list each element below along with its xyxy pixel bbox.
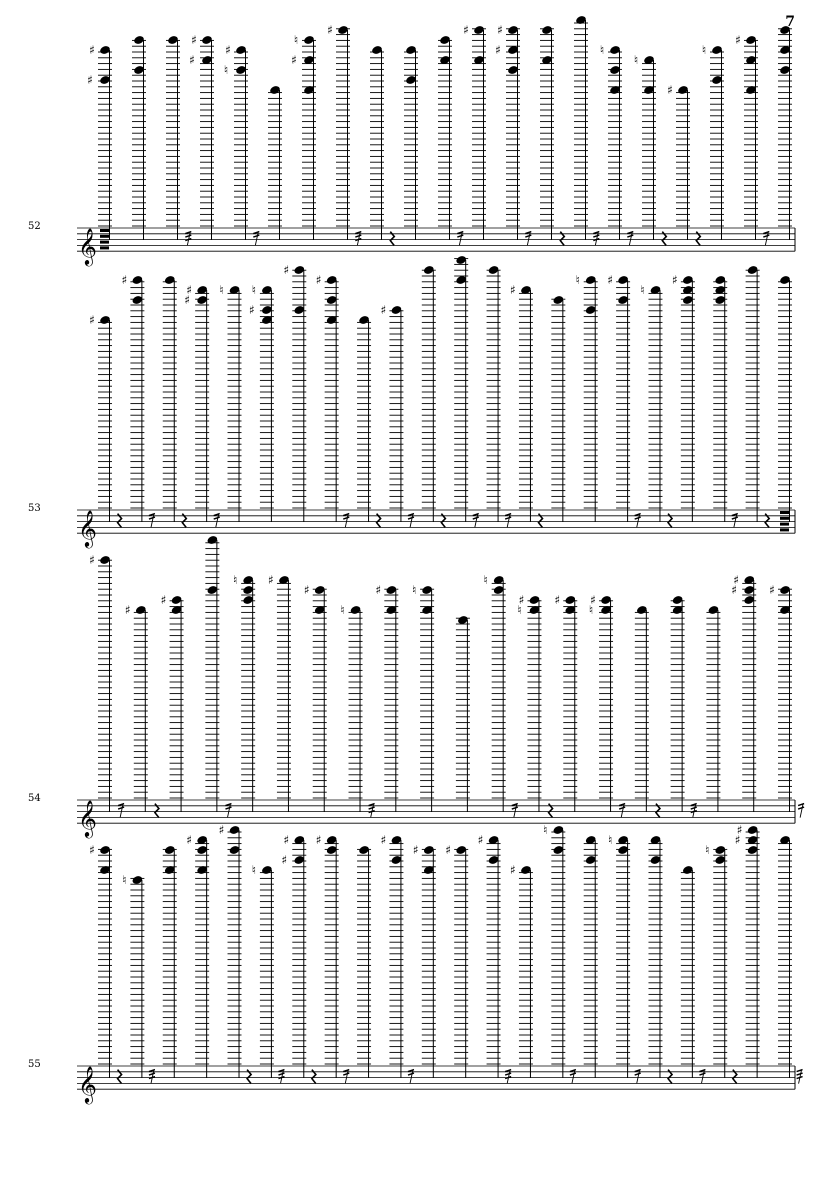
sharp-icon: ♯ (291, 53, 297, 67)
sharp-icon: ♯ (510, 863, 516, 877)
sharp-icon: ♯ (733, 573, 740, 587)
chord (375, 583, 398, 812)
sharp-icon: ♯ (375, 583, 382, 597)
sharp-icon: ♯ (186, 833, 193, 847)
rest-block-icon (780, 528, 789, 531)
chord (778, 25, 792, 240)
chord (454, 255, 479, 528)
flag-icon (635, 1073, 641, 1075)
chord (702, 43, 724, 240)
sharp-icon: ♯ (268, 573, 274, 587)
chord (584, 835, 598, 1078)
sharp-icon: ♯ (186, 283, 193, 297)
rest-stem (800, 804, 803, 818)
chord (706, 605, 720, 812)
flag-icon (278, 1073, 284, 1075)
chord (412, 583, 434, 812)
page-number: 7 (785, 14, 795, 30)
chord (422, 265, 446, 528)
chord (735, 823, 760, 1078)
chord (495, 23, 531, 246)
sharp-icon: ♯ (327, 23, 333, 37)
flag-icon (408, 1073, 414, 1075)
chord (166, 35, 191, 246)
chord (554, 593, 577, 812)
rest-block-icon (100, 235, 109, 238)
chord (671, 595, 697, 818)
measure-number: 54 (28, 793, 41, 804)
chord (600, 43, 633, 246)
flag-icon (797, 1073, 803, 1075)
chord (89, 313, 121, 528)
chord (121, 273, 154, 528)
sharp-icon: ♯ (189, 53, 195, 67)
natural-icon: ♮ (640, 283, 645, 297)
measure-number: 53 (28, 503, 41, 514)
chord (517, 593, 552, 818)
chord (769, 583, 804, 818)
system-54 (28, 535, 804, 838)
treble-clef-icon: 𝄞 (78, 1065, 97, 1104)
chord (487, 265, 512, 528)
chord (87, 43, 112, 249)
flag-icon (763, 235, 769, 237)
natural-icon: ♮ (251, 863, 257, 877)
chord (731, 573, 756, 812)
flag-icon (593, 235, 599, 237)
natural-icon: ♮ (483, 573, 488, 587)
sharp-icon: ♯ (554, 593, 561, 607)
sharp-icon: ♯ (89, 313, 95, 327)
chord (634, 53, 666, 246)
chord (357, 845, 371, 1078)
rest-block-icon (100, 229, 109, 232)
chord (370, 45, 394, 246)
sharp-icon: ♯ (315, 273, 322, 287)
sharp-icon: ♯ (495, 43, 501, 57)
chord (713, 275, 738, 528)
sharp-icon: ♯ (218, 823, 225, 837)
sharp-icon: ♯ (518, 593, 525, 607)
sharp-icon: ♯ (160, 593, 167, 607)
sharp-icon: ♯ (315, 833, 322, 847)
chord (648, 835, 672, 1084)
natural-icon: ♮ (251, 283, 257, 297)
flag-icon (512, 807, 518, 809)
chord (357, 315, 381, 528)
sharp-icon: ♯ (89, 43, 95, 57)
sharp-icon: ♯ (87, 73, 93, 87)
chord (327, 23, 361, 246)
sharp-icon: ♯ (497, 23, 503, 37)
chord (438, 35, 463, 246)
flag-icon (505, 1073, 511, 1075)
chord (186, 833, 209, 1078)
natural-icon: ♮ (122, 873, 127, 887)
treble-clef-icon: 𝄞 (78, 799, 97, 838)
sharp-icon: ♯ (735, 33, 741, 47)
flag-icon (253, 235, 259, 237)
flag-icon (473, 517, 479, 519)
sharp-icon: ♯ (607, 273, 614, 287)
sharp-icon: ♯ (121, 273, 128, 287)
flag-icon (408, 517, 414, 519)
flag-icon (149, 1073, 155, 1075)
flag-icon (525, 235, 531, 237)
natural-icon: ♮ (633, 53, 639, 67)
chord (252, 863, 285, 1084)
chord (340, 603, 374, 818)
sharp-icon: ♯ (380, 833, 387, 847)
flag-icon (699, 1073, 705, 1075)
chord (268, 85, 282, 240)
chord (640, 283, 672, 528)
chord (89, 843, 121, 1084)
chord (122, 873, 155, 1084)
chord (681, 865, 706, 1084)
chord (163, 845, 177, 1078)
chord (125, 603, 159, 818)
sharp-icon: ♯ (510, 283, 516, 297)
chord (608, 833, 641, 1084)
rest-block-icon (100, 246, 109, 249)
sharp-icon: ♯ (463, 23, 469, 37)
chord (576, 273, 598, 522)
system-52 (28, 15, 795, 266)
chord (705, 843, 737, 1084)
chord (543, 823, 576, 1084)
chord (304, 583, 327, 812)
chord (283, 263, 306, 522)
sharp-icon: ♯ (412, 843, 419, 857)
chord (667, 83, 700, 246)
natural-icon: ♮ (219, 283, 224, 297)
chord (551, 295, 565, 522)
chord (316, 273, 349, 528)
flag-icon (457, 235, 463, 237)
chord (404, 45, 418, 240)
flag-icon (619, 807, 625, 809)
chord (291, 33, 316, 240)
natural-icon: ♮ (411, 583, 417, 597)
sharp-icon: ♯ (184, 293, 191, 307)
sharp-icon: ♯ (590, 593, 596, 607)
sharp-icon: ♯ (191, 33, 197, 47)
treble-clef-icon: 𝄞 (78, 509, 97, 548)
flag-icon (369, 807, 375, 809)
chord (184, 283, 219, 528)
chord (456, 615, 470, 812)
chord (735, 33, 769, 246)
chord (510, 283, 542, 528)
natural-icon: ♮ (599, 43, 605, 57)
sharp-icon: ♯ (281, 853, 288, 867)
measure-number: 52 (28, 221, 41, 232)
chord (510, 863, 533, 1078)
sharp-icon: ♯ (477, 833, 484, 847)
chord (219, 283, 241, 522)
flag-icon (635, 517, 641, 519)
sharp-icon: ♯ (225, 43, 231, 57)
flag-icon (691, 807, 697, 809)
rest-block-icon (100, 241, 109, 244)
natural-icon: ♮ (701, 43, 707, 57)
chord (778, 835, 803, 1084)
chord (445, 843, 468, 1078)
sharp-icon: ♯ (283, 263, 290, 277)
sharp-icon: ♯ (667, 83, 673, 97)
chord (132, 35, 146, 240)
chord (224, 43, 259, 246)
natural-icon: ♮ (588, 603, 594, 617)
natural-icon: ♮ (233, 573, 238, 587)
measure-number: 55 (28, 1059, 41, 1070)
natural-icon: ♮ (575, 273, 580, 287)
flag-icon (118, 807, 124, 809)
rest-block-icon (780, 523, 789, 526)
chord (281, 833, 315, 1084)
chord (484, 573, 518, 818)
chord (607, 273, 640, 528)
natural-icon: ♮ (517, 603, 522, 617)
flag-icon (627, 235, 633, 237)
chord (540, 25, 564, 246)
sharp-icon: ♯ (671, 273, 678, 287)
sharp-icon: ♯ (736, 823, 743, 837)
chord (268, 573, 291, 812)
flag-icon (732, 517, 738, 519)
chord (381, 833, 414, 1084)
flag-icon (225, 807, 231, 809)
sharp-icon: ♯ (303, 583, 310, 597)
flag-icon (505, 517, 511, 519)
chord (746, 265, 770, 528)
sharp-icon: ♯ (283, 833, 290, 847)
sharp-icon: ♯ (124, 603, 131, 617)
sharp-icon: ♯ (89, 843, 95, 857)
chord (219, 823, 251, 1084)
system-55 (28, 823, 803, 1104)
chord (463, 23, 486, 240)
chord (161, 593, 184, 812)
natural-icon: ♮ (607, 833, 613, 847)
natural-icon: ♮ (543, 823, 548, 837)
chord (381, 303, 414, 528)
treble-clef-icon: 𝄞 (78, 227, 97, 266)
chord (635, 605, 660, 818)
flag-icon (570, 1073, 576, 1075)
sharp-icon: ♯ (445, 843, 452, 857)
chord (163, 275, 187, 528)
sharp-icon: ♯ (731, 583, 738, 597)
chord (89, 553, 124, 818)
flag-icon (185, 235, 191, 237)
natural-icon: ♮ (223, 63, 229, 77)
flag-icon (343, 517, 349, 519)
system-53 (28, 255, 795, 548)
chord (316, 833, 349, 1084)
chord (189, 33, 214, 240)
chord (589, 593, 625, 818)
sharp-icon: ♯ (380, 303, 387, 317)
natural-icon: ♮ (293, 33, 299, 47)
sharp-icon: ♯ (734, 833, 741, 847)
chord (778, 275, 792, 532)
flag-icon (355, 235, 361, 237)
rest-block-icon (780, 517, 789, 520)
chord (574, 15, 599, 246)
chord (233, 573, 255, 812)
chord (205, 535, 231, 818)
chord (413, 843, 436, 1078)
sharp-icon: ♯ (769, 583, 775, 597)
sharp-icon: ♯ (248, 303, 255, 317)
flag-icon (343, 1073, 349, 1075)
natural-icon: ♮ (340, 603, 345, 617)
flag-icon (798, 807, 804, 809)
flag-icon (214, 517, 220, 519)
natural-icon: ♮ (705, 843, 710, 857)
rest-block-icon (780, 511, 789, 514)
chord (478, 833, 511, 1084)
chord (672, 273, 695, 522)
chord (249, 283, 274, 522)
sharp-icon: ♯ (89, 553, 95, 567)
flag-icon (149, 517, 155, 519)
